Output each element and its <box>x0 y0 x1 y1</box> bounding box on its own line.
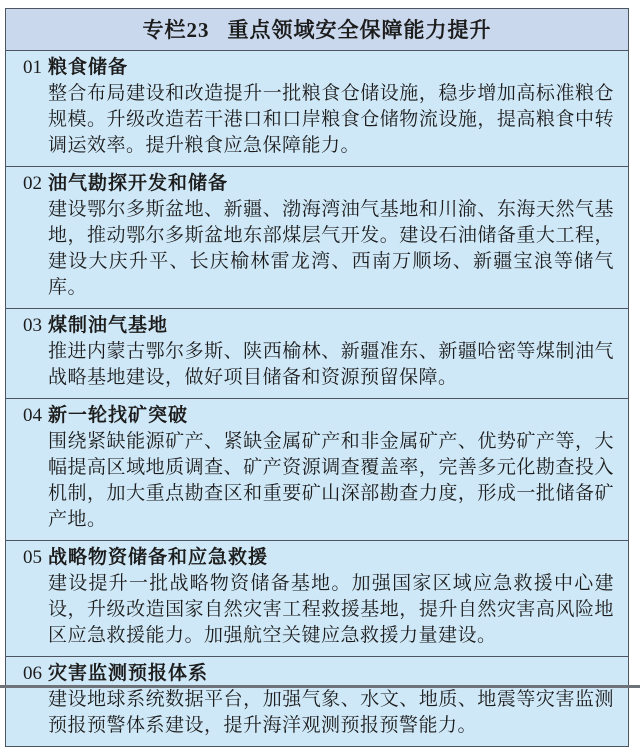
section-number: 01 <box>23 57 42 78</box>
section-03 <box>6 308 628 398</box>
section-body: 围绕紧缺能源矿产、紧缺金属矿产和非金属矿产、优势矿产等，大幅提高区域地质调查、矿产资源调查覆盖率，完善多元化勘查投入机制，加大重点勘查区和重要矿山深部勘查力度，形成一批储备矿产地。 <box>48 431 614 530</box>
section-number: 05 <box>23 547 42 568</box>
section-number: 03 <box>23 315 42 336</box>
section-heading: 新一轮找矿突破 <box>48 405 189 426</box>
column-panel <box>5 8 629 747</box>
panel-title-text: 重点领域安全保障能力提升 <box>227 18 492 42</box>
section-01 <box>6 51 628 166</box>
panel-title <box>6 9 628 51</box>
section-heading: 粮食储备 <box>48 57 129 78</box>
panel-title-number: 专栏23 <box>142 18 210 42</box>
section-heading: 战略物资储备和应急救援 <box>48 547 269 568</box>
section-06 <box>6 656 628 746</box>
section-04 <box>6 398 628 540</box>
section-body: 建设鄂尔多斯盆地、新疆、渤海湾油气基地和川渝、东海天然气基地，推动鄂尔多斯盆地东部煤层气开发。建设石油储备重大工程，建设大庆升平、长庆榆林雷龙湾、西南万顺场、新疆宝浪等储气库。 <box>48 199 614 298</box>
section-body: 建设地球系统数据平台，加强气象、水文、地质、地震等灾害监测预报预警体系建设，提升海洋观测预报预警能力。 <box>48 689 614 736</box>
section-heading: 油气勘探开发和储备 <box>48 173 229 194</box>
section-body: 建设提升一批战略物资储备基地。加强国家区域应急救援中心建设，升级改造国家自然灾害工程救援基地，提升自然灾害高风险地区应急救援能力。加强航空关键应急救援力量建设。 <box>48 573 614 646</box>
section-body: 整合布局建设和改造提升一批粮食仓储设施，稳步增加高标准粮仓规模。升级改造若干港口和口岸粮食仓储物流设施，提高粮食中转调运效率。提升粮食应急保障能力。 <box>48 83 614 156</box>
section-heading: 灾害监测预报体系 <box>48 663 209 684</box>
section-list <box>6 51 628 746</box>
section-number: 02 <box>23 173 42 194</box>
section-number: 04 <box>23 405 42 426</box>
bottom-rule <box>0 685 640 688</box>
section-body: 推进内蒙古鄂尔多斯、陕西榆林、新疆准东、新疆哈密等煤制油气战略基地建设，做好项目储备和资源预留保障。 <box>48 341 614 388</box>
section-number: 06 <box>23 663 42 684</box>
section-02 <box>6 166 628 308</box>
section-heading: 煤制油气基地 <box>48 315 169 336</box>
section-05 <box>6 540 628 656</box>
